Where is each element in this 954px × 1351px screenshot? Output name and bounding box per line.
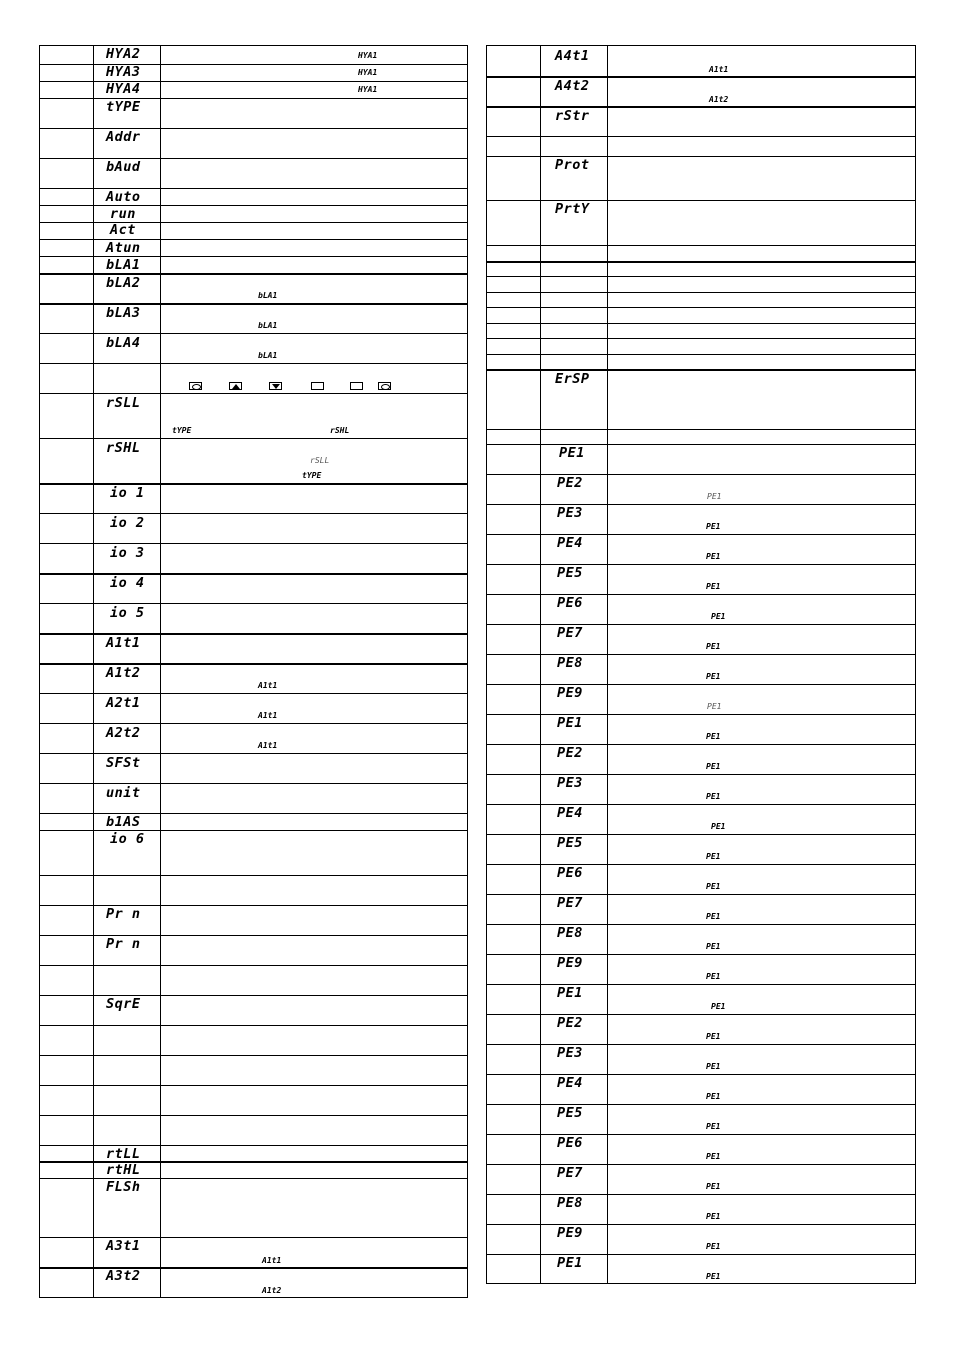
row-divider xyxy=(40,64,467,65)
parameter-code: PE5 xyxy=(557,835,583,851)
parameter-code: HYA4 xyxy=(106,81,141,97)
row-divider xyxy=(487,1164,915,1165)
blank-key-icon xyxy=(350,382,363,390)
row-divider xyxy=(487,654,915,655)
blank-key-icon xyxy=(311,382,324,390)
reference-code: HYA1 xyxy=(358,51,378,60)
row-divider xyxy=(487,1104,915,1105)
parameter-code: SqrE xyxy=(106,996,141,1012)
parameter-code: PE2 xyxy=(557,745,583,761)
parameter-code: Prot xyxy=(555,157,590,173)
reference-code: A1t1 xyxy=(258,711,278,720)
row-divider xyxy=(487,954,915,955)
parameter-code: PE7 xyxy=(557,895,583,911)
parameter-code: b1AS xyxy=(106,814,141,830)
row-divider xyxy=(40,513,467,514)
reference-code: bLA1 xyxy=(258,291,278,300)
up-key-icon xyxy=(229,382,242,390)
reference-code: PE1 xyxy=(706,1152,721,1161)
parameter-code: PE6 xyxy=(557,865,583,881)
parameter-code: A4t1 xyxy=(555,48,590,64)
reference-code: A1t1 xyxy=(262,1256,282,1265)
reference-code: HYA1 xyxy=(358,85,378,94)
row-divider xyxy=(40,783,467,784)
row-divider xyxy=(487,292,915,293)
row-divider xyxy=(487,354,915,355)
parameter-code: rtHL xyxy=(106,1162,141,1178)
row-divider xyxy=(40,905,467,906)
row-divider xyxy=(487,323,915,324)
reference-code: A1t1 xyxy=(709,65,729,74)
parameter-code: A2t2 xyxy=(106,725,141,741)
row-divider xyxy=(40,483,467,485)
parameter-code: A4t2 xyxy=(555,78,590,94)
row-divider xyxy=(40,995,467,996)
down-key-icon xyxy=(269,382,282,390)
row-divider xyxy=(487,1134,915,1135)
parameter-code: PE6 xyxy=(557,1135,583,1151)
row-divider xyxy=(487,245,915,246)
parameter-code: A1t2 xyxy=(106,665,141,681)
parameter-code: PE8 xyxy=(557,655,583,671)
parameter-code: PE4 xyxy=(557,805,583,821)
reference-code: A1t2 xyxy=(262,1286,282,1295)
parameter-code: A3t2 xyxy=(106,1268,141,1284)
parameter-code: rStr xyxy=(555,108,590,124)
left-parameter-table xyxy=(39,45,468,1298)
reference-code: PE1 xyxy=(707,702,722,711)
parameter-code: A2t1 xyxy=(106,695,141,711)
row-divider xyxy=(40,723,467,724)
row-divider xyxy=(487,76,915,78)
parameter-code: io 4 xyxy=(110,575,145,591)
row-divider xyxy=(487,307,915,308)
parameter-code: bAud xyxy=(106,159,141,175)
parameter-code: Pr n xyxy=(106,936,141,952)
right-parameter-table xyxy=(486,45,916,1284)
reference-code: A1t1 xyxy=(258,681,278,690)
reference-code: PE1 xyxy=(706,1062,721,1071)
parameter-code: PE4 xyxy=(557,1075,583,1091)
row-divider xyxy=(487,894,915,895)
reference-code: PE1 xyxy=(706,792,721,801)
row-divider xyxy=(40,222,467,223)
parameter-code: PE7 xyxy=(557,1165,583,1181)
row-divider xyxy=(487,534,915,535)
row-divider xyxy=(40,1085,467,1086)
row-divider xyxy=(40,1161,467,1163)
parameter-code: HYA3 xyxy=(106,64,141,80)
reference-code: PE1 xyxy=(711,612,726,621)
parameter-code: PE3 xyxy=(557,1045,583,1061)
row-divider xyxy=(487,106,915,108)
parameter-code: A3t1 xyxy=(106,1238,141,1254)
row-divider xyxy=(487,1074,915,1075)
reference-code: PE1 xyxy=(706,972,721,981)
reference-code: PE1 xyxy=(706,1092,721,1101)
reference-code: PE1 xyxy=(706,642,721,651)
row-divider xyxy=(40,573,467,575)
row-divider xyxy=(40,438,467,439)
parameter-code: tYPE xyxy=(106,99,141,115)
row-divider xyxy=(40,393,467,394)
parameter-code: ErSP xyxy=(555,371,590,387)
row-divider xyxy=(487,1194,915,1195)
parameter-code: PE8 xyxy=(557,925,583,941)
parameter-code: PE1 xyxy=(557,1255,583,1271)
column-divider xyxy=(607,46,608,1283)
reference-code: PE1 xyxy=(706,552,721,561)
reference-code: tYPE xyxy=(172,426,192,435)
row-divider xyxy=(487,864,915,865)
oval-key-icon xyxy=(378,382,391,390)
row-divider xyxy=(487,1044,915,1045)
row-divider xyxy=(40,1267,467,1269)
parameter-code: PE8 xyxy=(557,1195,583,1211)
row-divider xyxy=(40,603,467,604)
reference-code: A1t1 xyxy=(258,741,278,750)
row-divider xyxy=(40,1025,467,1026)
row-divider xyxy=(40,363,467,364)
parameter-code: PE6 xyxy=(557,595,583,611)
row-divider xyxy=(487,714,915,715)
reference-code: bLA1 xyxy=(258,321,278,330)
parameter-code: io 5 xyxy=(110,605,145,621)
reference-code: PE1 xyxy=(706,1212,721,1221)
reference-code: PE1 xyxy=(711,1002,726,1011)
reference-code: PE1 xyxy=(706,912,721,921)
reference-code: PE1 xyxy=(706,582,721,591)
row-divider xyxy=(487,200,915,201)
parameter-code: PE7 xyxy=(557,625,583,641)
column-divider xyxy=(540,46,541,1283)
oval-key-icon xyxy=(189,382,202,390)
row-divider xyxy=(487,684,915,685)
parameter-code: bLA2 xyxy=(106,275,141,291)
parameter-code: PE9 xyxy=(557,1225,583,1241)
reference-code: PE1 xyxy=(706,852,721,861)
row-divider xyxy=(487,338,915,339)
parameter-code: PE9 xyxy=(557,685,583,701)
row-divider xyxy=(40,543,467,544)
parameter-code: Act xyxy=(110,222,136,238)
row-divider xyxy=(487,564,915,565)
reference-code: rSLL xyxy=(310,456,330,465)
row-divider xyxy=(487,1254,915,1255)
row-divider xyxy=(487,369,915,371)
reference-code: PE1 xyxy=(706,1032,721,1041)
parameter-code: Pr n xyxy=(106,906,141,922)
reference-code: PE1 xyxy=(707,492,722,501)
row-divider xyxy=(40,1237,467,1238)
row-divider xyxy=(40,663,467,665)
row-divider xyxy=(487,156,915,157)
row-divider xyxy=(487,774,915,775)
parameter-code: rSHL xyxy=(106,440,141,456)
row-divider xyxy=(40,81,467,82)
row-divider xyxy=(40,965,467,966)
row-divider xyxy=(40,693,467,694)
row-divider xyxy=(40,158,467,159)
row-divider xyxy=(487,504,915,505)
column-divider xyxy=(93,46,94,1297)
parameter-code: bLA3 xyxy=(106,305,141,321)
parameter-code: PE5 xyxy=(557,1105,583,1121)
parameter-code: PE2 xyxy=(557,475,583,491)
column-divider xyxy=(160,46,161,1297)
row-divider xyxy=(40,875,467,876)
row-divider xyxy=(487,924,915,925)
parameter-code: bLA4 xyxy=(106,335,141,351)
reference-code: A1t2 xyxy=(709,95,729,104)
reference-code: PE1 xyxy=(706,1122,721,1131)
row-divider xyxy=(487,624,915,625)
parameter-code: PrtY xyxy=(555,201,590,217)
parameter-code: PE9 xyxy=(557,955,583,971)
parameter-code: io 3 xyxy=(110,545,145,561)
row-divider xyxy=(40,1145,467,1146)
parameter-code: Atun xyxy=(106,240,141,256)
parameter-code: Auto xyxy=(106,189,141,205)
reference-code: PE1 xyxy=(706,732,721,741)
reference-code: bLA1 xyxy=(258,351,278,360)
parameter-code: PE1 xyxy=(557,715,583,731)
row-divider xyxy=(487,276,915,277)
parameter-code: PE4 xyxy=(557,535,583,551)
reference-code: HYA1 xyxy=(358,68,378,77)
row-divider xyxy=(487,136,915,137)
parameter-code: PE1 xyxy=(557,985,583,1001)
parameter-code: PE3 xyxy=(557,505,583,521)
row-divider xyxy=(40,813,467,814)
row-divider xyxy=(40,830,467,831)
parameter-code: PE5 xyxy=(557,565,583,581)
row-divider xyxy=(487,744,915,745)
row-divider xyxy=(40,98,467,99)
row-divider xyxy=(487,834,915,835)
row-divider xyxy=(40,188,467,189)
reference-code: PE1 xyxy=(706,672,721,681)
reference-code: PE1 xyxy=(706,522,721,531)
parameter-code: A1t1 xyxy=(106,635,141,651)
row-divider xyxy=(487,594,915,595)
parameter-code: Addr xyxy=(106,129,141,145)
parameter-code: unit xyxy=(106,785,141,801)
parameter-code: bLA1 xyxy=(106,257,141,273)
row-divider xyxy=(487,804,915,805)
row-divider xyxy=(40,753,467,754)
parameter-code: io 1 xyxy=(110,485,145,501)
row-divider xyxy=(487,1014,915,1015)
row-divider xyxy=(487,474,915,475)
row-divider xyxy=(487,429,915,430)
row-divider xyxy=(40,633,467,635)
row-divider xyxy=(40,273,467,275)
row-divider xyxy=(40,303,467,305)
row-divider xyxy=(40,1115,467,1116)
parameter-code: PE2 xyxy=(557,1015,583,1031)
row-divider xyxy=(40,1178,467,1179)
parameter-code: PE3 xyxy=(557,775,583,791)
row-divider xyxy=(487,984,915,985)
reference-code: PE1 xyxy=(706,1182,721,1191)
parameter-code: run xyxy=(110,206,136,222)
row-divider xyxy=(40,128,467,129)
reference-code: tYPE xyxy=(302,471,322,480)
reference-code: PE1 xyxy=(711,822,726,831)
parameter-code: SFSt xyxy=(106,755,141,771)
reference-code: PE1 xyxy=(706,942,721,951)
row-divider xyxy=(40,935,467,936)
row-divider xyxy=(487,261,915,263)
row-divider xyxy=(40,256,467,257)
row-divider xyxy=(487,444,915,445)
reference-code: PE1 xyxy=(706,1272,721,1281)
parameter-code: io 2 xyxy=(110,515,145,531)
reference-code: rSHL xyxy=(330,426,350,435)
row-divider xyxy=(40,333,467,334)
parameter-code: PE1 xyxy=(559,445,585,461)
parameter-code: rSLL xyxy=(106,395,141,411)
parameter-code: io 6 xyxy=(110,831,145,847)
row-divider xyxy=(40,1055,467,1056)
row-divider xyxy=(40,239,467,240)
row-divider xyxy=(40,205,467,206)
parameter-code: HYA2 xyxy=(106,46,141,62)
parameter-code: rtLL xyxy=(106,1146,141,1162)
parameter-code: FLSh xyxy=(106,1179,141,1195)
row-divider xyxy=(487,1224,915,1225)
reference-code: PE1 xyxy=(706,882,721,891)
reference-code: PE1 xyxy=(706,1242,721,1251)
reference-code: PE1 xyxy=(706,762,721,771)
